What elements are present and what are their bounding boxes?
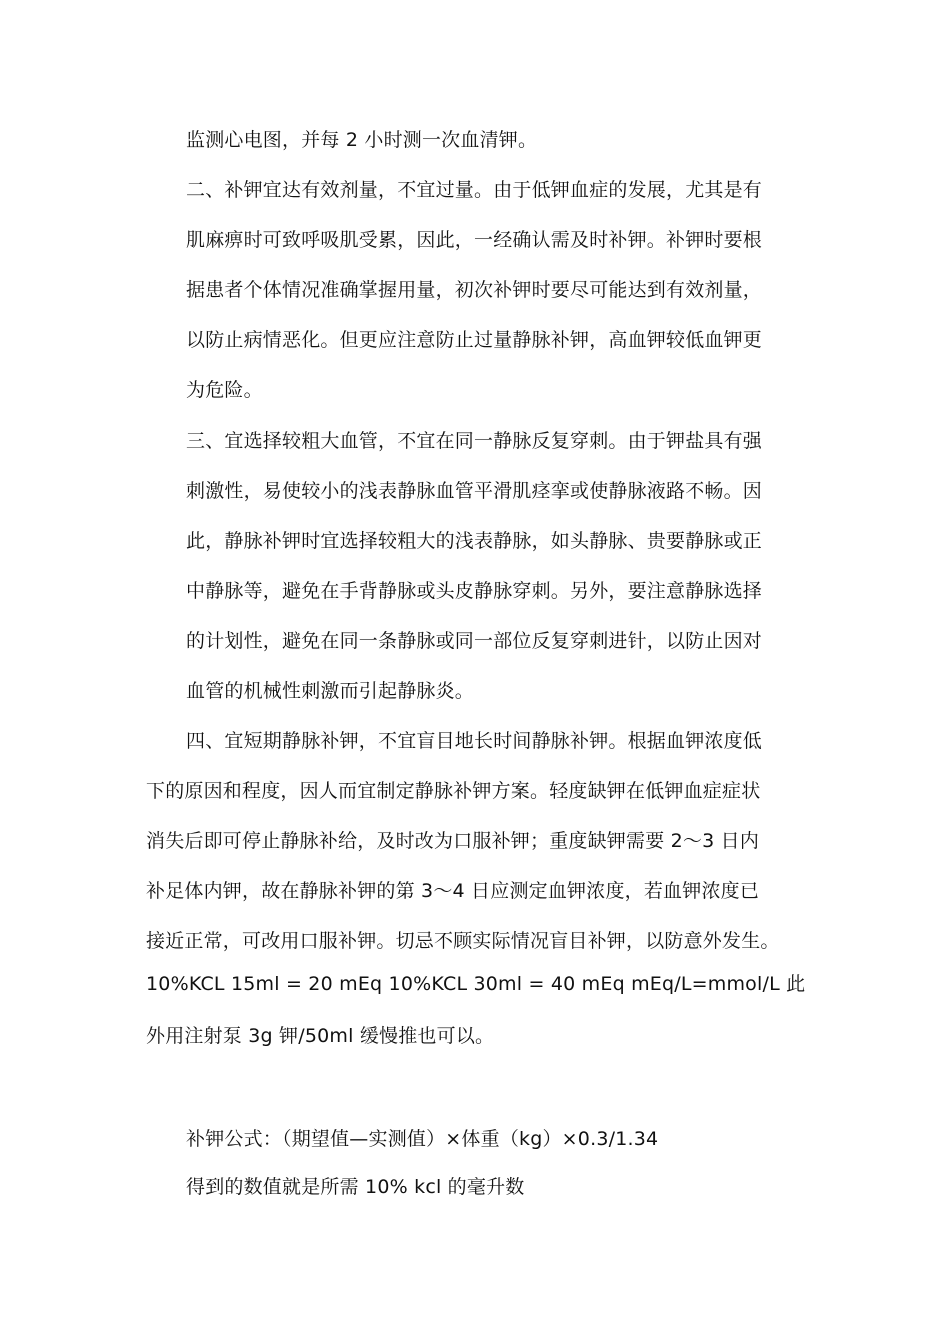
text-line: 补足体内钾，故在静脉补钾的第 3～4 日应测定血钾浓度，若血钾浓度已 [146,880,760,902]
text-line: 四、宜短期静脉补钾，不宜盲目地长时间静脉补钾。根据血钾浓度低 [186,730,763,752]
text-line: 刺激性，易使较小的浅表静脉血管平滑肌痉挛或使静脉液路不畅。因 [186,480,763,502]
text-line: 得到的数值就是所需 10% kcl 的毫升数 [186,1176,525,1198]
text-line: 接近正常，可改用口服补钾。切忌不顾实际情况盲目补钾，以防意外发生。 [146,930,780,952]
text-line: 三、宜选择较粗大血管，不宜在同一静脉反复穿刺。由于钾盐具有强 [186,430,763,452]
text-line: 下的原因和程度，因人而宜制定静脉补钾方案。轻度缺钾在低钾血症症状 [146,780,761,802]
text-line: 消失后即可停止静脉补给，及时改为口服补钾；重度缺钾需要 2～3 日内 [146,830,760,852]
text-line: 血管的机械性刺激而引起静脉炎。 [186,680,475,702]
text-line: 肌麻痹时可致呼吸肌受累，因此，一经确认需及时补钾。补钾时要根 [186,229,763,251]
text-line: 据患者个体情况准确掌握用量，初次补钾时要尽可能达到有效剂量， [186,279,763,301]
text-line: 外用注射泵 3g 钾/50ml 缓慢推也可以。 [146,1025,495,1047]
text-line: 二、补钾宜达有效剂量，不宜过量。由于低钾血症的发展，尤其是有 [186,179,763,201]
text-line: 监测心电图，并每 2 小时测一次血清钾。 [186,129,538,151]
text-line: 为危险。 [186,379,263,401]
text-line: 中静脉等，避免在手背静脉或头皮静脉穿刺。另外，要注意静脉选择 [186,580,763,602]
text-line: 此，静脉补钾时宜选择较粗大的浅表静脉，如头静脉、贵要静脉或正 [186,530,763,552]
text-line: 以防止病情恶化。但更应注意防止过量静脉补钾，高血钾较低血钾更 [186,329,763,351]
text-line: 的计划性，避免在同一条静脉或同一部位反复穿刺进针，以防止因对 [186,630,763,652]
formula-line: 补钾公式：（期望值—实测值）×体重（kg）×0.3/1.34 [186,1128,659,1150]
text-line: 10%KCL 15ml = 20 mEq 10%KCL 30ml = 40 mEq mEq/L=mmol/L 此 [146,973,806,995]
